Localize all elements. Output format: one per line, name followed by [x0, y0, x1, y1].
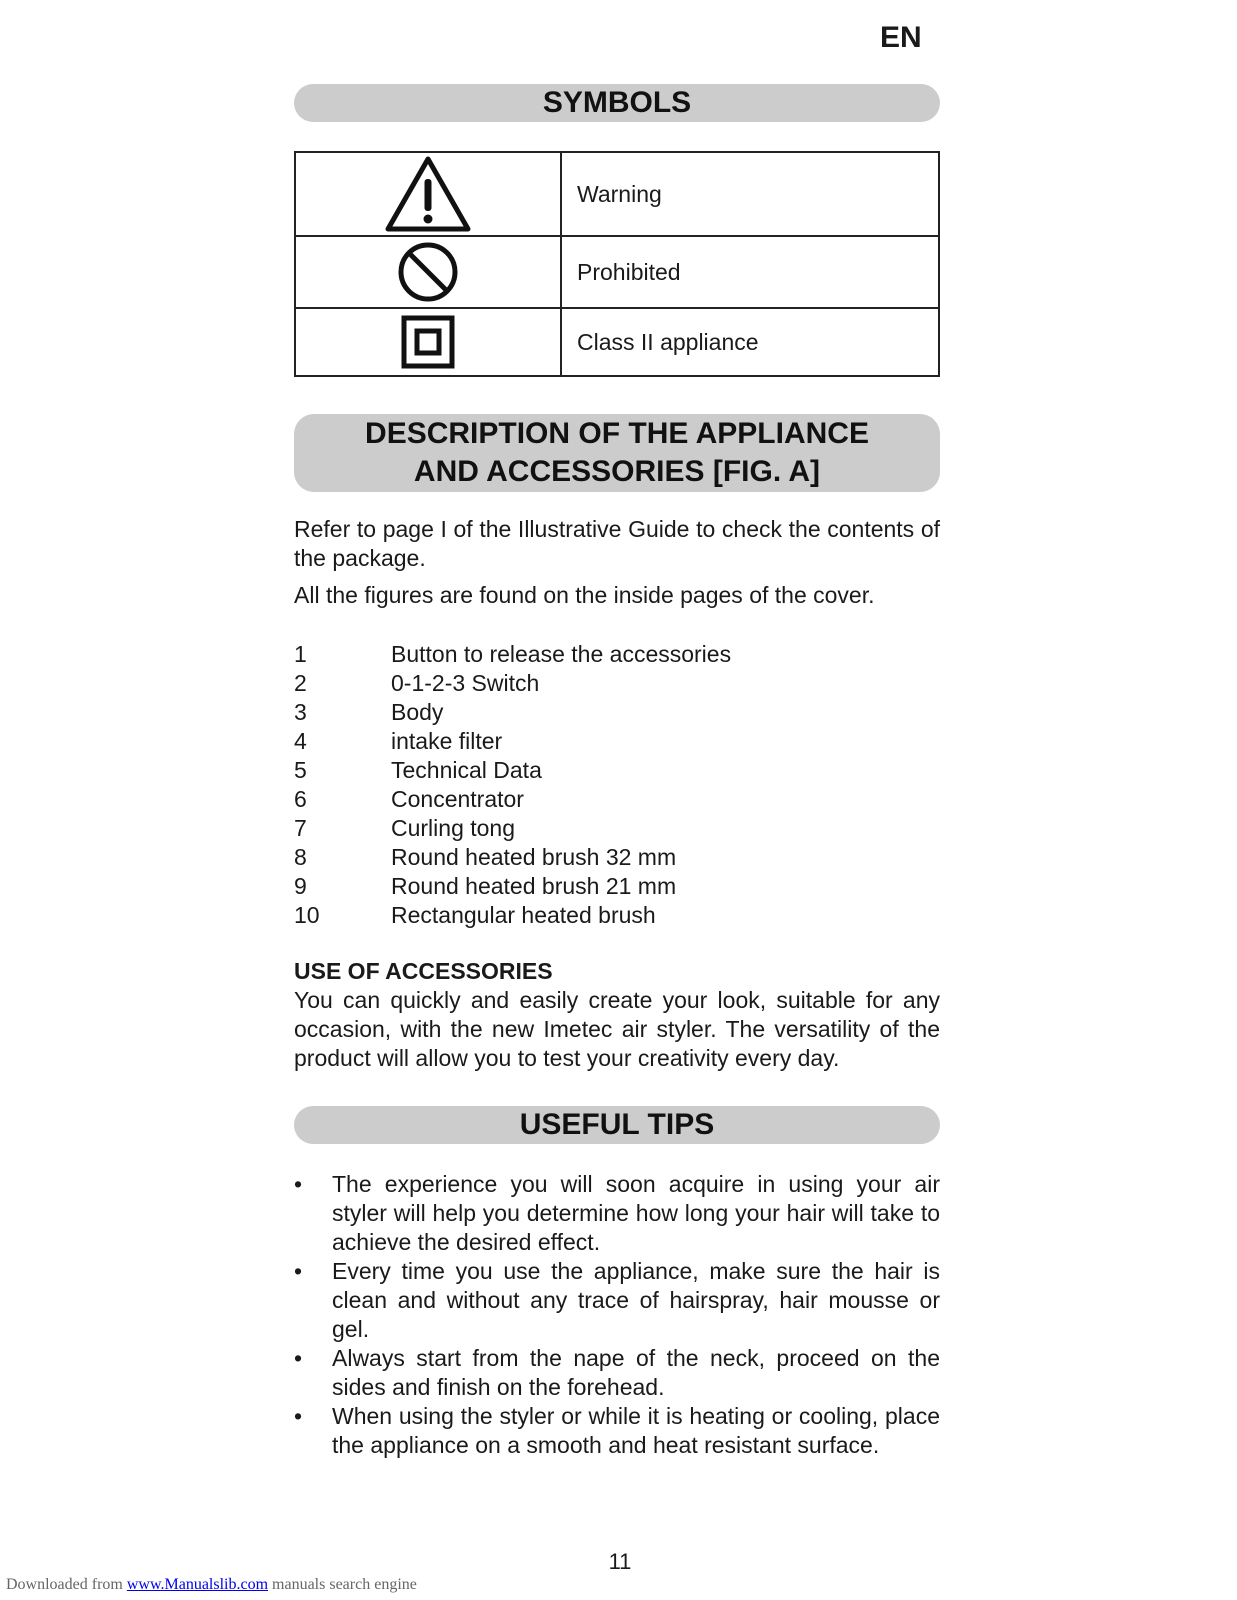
part-name: intake filter — [391, 728, 503, 754]
part-name: 0-1-2-3 Switch — [391, 670, 540, 696]
list-item — [294, 785, 940, 814]
accessories-paragraph: You can quickly and easily create your look, suitable for any occasion, with the new Imetec air styler. The versatility of the product will allow you to test your creativity every day. — [294, 987, 940, 1071]
symbol-label: Warning — [561, 152, 939, 236]
symbols-table — [294, 151, 940, 377]
symbols-row-class-ii — [295, 308, 939, 376]
footer-suffix: manuals search engine — [268, 1576, 417, 1593]
symbol-icon-cell — [295, 308, 561, 376]
list-item — [294, 756, 940, 785]
symbol-label: Class II appliance — [561, 308, 939, 376]
prohibited-circle-icon — [397, 241, 459, 303]
class-ii-double-square-icon — [401, 315, 455, 369]
part-number: 4 — [294, 728, 307, 754]
part-name: Round heated brush 32 mm — [391, 844, 677, 870]
list-item — [294, 640, 940, 669]
symbols-row-warning — [295, 152, 939, 236]
list-item — [294, 814, 940, 843]
part-name: Round heated brush 21 mm — [391, 873, 677, 899]
list-item — [294, 901, 940, 930]
section-header-symbols: SYMBOLS — [294, 84, 940, 122]
figures-note: All the figures are found on the inside pages of the cover. — [294, 582, 875, 608]
list-item — [294, 1170, 940, 1257]
subheading-use-of-accessories: USE OF ACCESSORIES — [294, 958, 553, 984]
tip-text: Every time you use the appliance, make sure the hair is clean and without any trace of hairspray, hair mousse or gel. — [332, 1258, 940, 1342]
bullet-icon: • — [294, 1345, 303, 1371]
download-footer — [6, 1574, 417, 1596]
footer-prefix: Downloaded from — [6, 1576, 127, 1593]
list-item — [294, 1402, 940, 1460]
tip-text: The experience you will soon acquire in using your air styler will help you determine how long your hair will take to achieve the desired effect. — [332, 1171, 940, 1255]
language-code: EN — [880, 21, 922, 54]
list-item — [294, 1344, 940, 1402]
bullet-icon: • — [294, 1258, 303, 1284]
section-header-useful-tips: USEFUL TIPS — [294, 1106, 940, 1144]
part-name: Concentrator — [391, 786, 524, 812]
page-number: 11 — [608, 1549, 632, 1574]
section-header-line: DESCRIPTION OF THE APPLIANCE — [365, 417, 869, 450]
list-item — [294, 872, 940, 901]
list-item — [294, 1257, 940, 1344]
part-name: Rectangular heated brush — [391, 902, 656, 928]
section-header-description — [294, 414, 940, 492]
part-number: 2 — [294, 670, 307, 696]
tip-text: Always start from the nape of the neck, proceed on the sides and finish on the forehead. — [332, 1345, 940, 1400]
section-header-line: AND ACCESSORIES [FIG. A] — [413, 455, 821, 488]
part-number: 3 — [294, 699, 307, 725]
tips-list — [294, 1170, 940, 1460]
tip-text: When using the styler or while it is heating or cooling, place the appliance on a smooth and heat resistant surface. — [332, 1403, 940, 1458]
symbol-icon-cell — [295, 236, 561, 308]
part-number: 10 — [294, 902, 320, 928]
part-number: 8 — [294, 844, 307, 870]
bullet-icon: • — [294, 1403, 303, 1429]
list-item — [294, 669, 940, 698]
part-number: 6 — [294, 786, 307, 812]
part-number: 9 — [294, 873, 307, 899]
part-name: Body — [391, 699, 444, 725]
part-name: Curling tong — [391, 815, 516, 841]
warning-triangle-icon — [384, 155, 472, 233]
bullet-icon: • — [294, 1171, 303, 1197]
manualslib-link[interactable]: www.Manualslib.com — [126, 1576, 269, 1593]
part-name: Button to release the accessories — [391, 641, 732, 667]
symbols-row-prohibited — [295, 236, 939, 308]
symbol-icon-cell — [295, 152, 561, 236]
parts-list — [294, 640, 940, 930]
symbol-label: Prohibited — [561, 236, 939, 308]
part-number: 5 — [294, 757, 307, 783]
list-item — [294, 727, 940, 756]
list-item — [294, 698, 940, 727]
intro-paragraph: Refer to page I of the Illustrative Guide to check the contents of the package. — [294, 516, 940, 571]
part-name: Technical Data — [391, 757, 542, 783]
part-number: 7 — [294, 815, 307, 841]
list-item — [294, 843, 940, 872]
part-number: 1 — [294, 641, 307, 667]
